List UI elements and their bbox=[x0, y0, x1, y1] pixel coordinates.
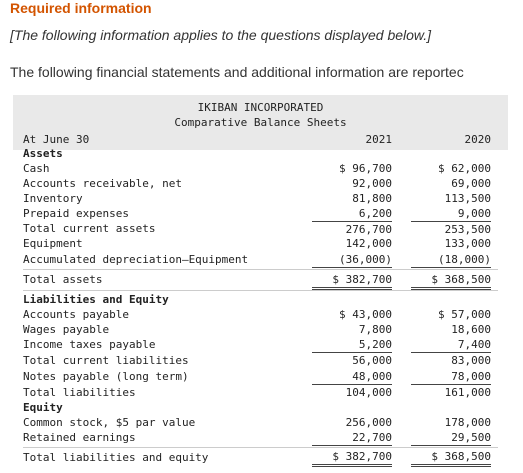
row-value-2021: 22,700 bbox=[312, 430, 392, 446]
liabilities-equity-heading: Liabilities and Equity bbox=[23, 293, 169, 306]
column-header-2021: 2021 bbox=[365, 133, 392, 146]
row-value-2021: 5,200 bbox=[312, 337, 392, 353]
row-value-2021: 104,000 bbox=[345, 386, 392, 399]
applies-to-note: [The following information applies to the questions displayed below.] bbox=[10, 27, 432, 43]
row-label: Total liabilities bbox=[23, 386, 136, 399]
row-value-2020: 18,600 bbox=[451, 323, 491, 336]
row-value-2021: 276,700 bbox=[312, 221, 392, 237]
company-name: IKIBAN INCORPORATED bbox=[197, 101, 324, 114]
row-value-2020: 161,000 bbox=[444, 386, 491, 399]
row-value-2020: (18,000) bbox=[411, 252, 491, 268]
row-value-2021: (36,000) bbox=[312, 252, 392, 268]
row-value-2020: 83,000 bbox=[451, 354, 491, 367]
row-value-2020: $ 57,000 bbox=[438, 308, 491, 321]
row-label: Total current assets bbox=[23, 222, 156, 235]
row-label: Cash bbox=[23, 162, 50, 175]
row-value-2020: 253,500 bbox=[411, 221, 491, 237]
row-value-2020: 9,000 bbox=[457, 207, 491, 220]
row-label: Equipment bbox=[23, 237, 83, 250]
row-value-2021: $ 43,000 bbox=[339, 308, 392, 321]
statement-title: Comparative Balance Sheets bbox=[174, 116, 347, 129]
row-value-2021: 81,800 bbox=[352, 192, 392, 205]
row-value-2020: 7,400 bbox=[411, 337, 491, 353]
row-value-2020: $ 62,000 bbox=[438, 162, 491, 175]
row-value-2020: 29,500 bbox=[411, 430, 491, 446]
row-label: Common stock, $5 par value bbox=[23, 416, 196, 429]
row-value-2021: 6,200 bbox=[358, 207, 392, 220]
row-separator bbox=[23, 269, 498, 270]
row-value-2020: 78,000 bbox=[411, 369, 491, 385]
row-value-2021: 92,000 bbox=[352, 177, 392, 190]
row-value-2020: 113,500 bbox=[444, 192, 491, 205]
row-value-2021: 56,000 bbox=[352, 354, 392, 367]
required-information-heading: Required information bbox=[10, 0, 152, 16]
row-separator bbox=[23, 290, 498, 291]
row-label: Retained earnings bbox=[23, 431, 136, 444]
row-value-2021: $ 382,700 bbox=[312, 272, 392, 290]
date-label: At June 30 bbox=[23, 133, 90, 146]
row-separator bbox=[23, 447, 498, 448]
column-header-2020: 2020 bbox=[464, 133, 491, 146]
row-label: Accumulated depreciation—Equipment bbox=[23, 253, 249, 266]
row-label: Notes payable (long term) bbox=[23, 370, 189, 383]
row-label: Inventory bbox=[23, 192, 83, 205]
row-value-2021: $ 96,700 bbox=[339, 162, 392, 175]
equity-heading: Equity bbox=[23, 401, 63, 414]
row-value-2021: 7,800 bbox=[358, 323, 392, 336]
row-label: Prepaid expenses bbox=[23, 207, 129, 220]
row-label: Total assets bbox=[23, 273, 103, 286]
row-label: Wages payable bbox=[23, 323, 110, 336]
row-value-2021: $ 382,700 bbox=[312, 449, 392, 467]
row-value-2020: 133,000 bbox=[444, 237, 491, 250]
row-label: Accounts receivable, net bbox=[23, 177, 182, 190]
assets-heading: Assets bbox=[23, 147, 63, 160]
row-value-2020: $ 368,500 bbox=[411, 449, 491, 467]
row-label: Total current liabilities bbox=[23, 354, 189, 367]
intro-text: The following financial statements and additional information are reportec bbox=[10, 64, 464, 80]
row-label: Accounts payable bbox=[23, 308, 129, 321]
row-value-2020: $ 368,500 bbox=[411, 272, 491, 290]
row-value-2021: 48,000 bbox=[312, 369, 392, 385]
row-value-2020: 69,000 bbox=[451, 177, 491, 190]
row-value-2020: 178,000 bbox=[444, 416, 491, 429]
row-value-2021: 256,000 bbox=[345, 416, 392, 429]
row-label: Total liabilities and equity bbox=[23, 451, 209, 464]
row-label: Income taxes payable bbox=[23, 338, 156, 351]
balance-sheet-table bbox=[13, 95, 508, 467]
row-value-2021: 142,000 bbox=[345, 237, 392, 250]
